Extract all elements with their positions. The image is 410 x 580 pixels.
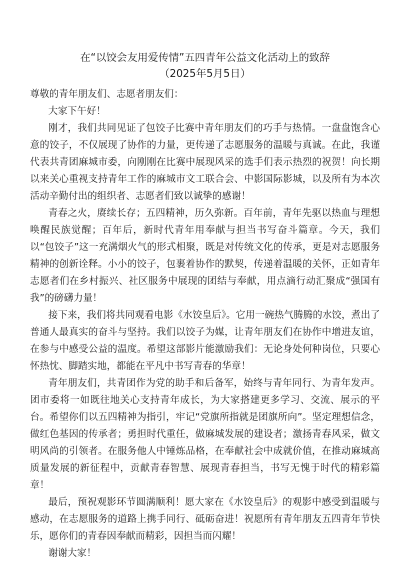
document-date: （2025年5月5日） [159, 68, 251, 80]
paragraph-congratulations: 刚才，我们共同见证了包饺子比赛中青年朋友们的巧手与热情。一盘盘饱含心意的饺子，不仅展现了协作的力量，更传递了志愿服务的温暖与真诚。在此，我谨代表共青团麻城市委，向刚刚在比赛中展现风采的选手们表示热烈的祝贺！向长期以来关心重视支持青年工作的麻城市文工联合会、中影国际影城，以及所有为本次活动辛勤付出的组织者、志愿者们致以诚挚的感谢！ [30, 123, 380, 202]
closing-thanks: 谢谢大家！ [48, 548, 97, 559]
paragraph-youth-league: 青年朋友们，共青团作为党的助手和后备军，始终与青年同行、为青年发声。团市委将一如既往地关心支持青年成长，为大家搭建更多学习、交流、展示的平台。希望你们以五四精神为指引，牢记“党旗所指就是团旗所向”。坚定理想信念，做红色基因的传承者；勇担时代重任，做麻城发展的建设者；激扬青春风采，做文明风尚的引领者。在服务他人中锤炼品格，在奉献社会中成就价值，在推动麻城高质量发展的新征程中，贡献青春智慧、展现青春担当，书写无愧于时代的精彩篇章！ [30, 378, 380, 491]
salutation: 尊敬的青年朋友们、志愿者朋友们： [30, 89, 184, 100]
document-title: 在“以饺会友用爱传情”五四青年公益文化活动上的致辞 [80, 52, 330, 64]
paragraph-movie: 接下来，我们将共同观看电影《水饺皇后》。它用一碗热气腾腾的水饺，煮出了普通人最真实的奋斗与坚持。我们以饺子为媒，让青年朋友们在协作中增进友谊，在参与中感受公益的温度。希望这部影片能激励我们：无论身处何种岗位，只要心怀热忱、脚踏实地，都能在平凡中书写青春的华章！ [30, 310, 380, 372]
paragraph-may-fourth-spirit: 青春之火，赓续长存；五四精神，历久弥新。百年前，青年先驱以热血与理想唤醒民族觉醒；百年后，新时代青年用奉献与担当书写奋斗篇章。今天，我们以“包饺子”这一充满烟火气的形式相聚，既是对传统文化的传承，更是对志愿服务精神的创新诠释。小小的饺子，包裹着协作的默契，传递着温暖的关怀，正如青年志愿者们在乡村振兴、社区服务中展现的团结与奉献，用点滴行动汇聚成“强国有我”的磅礴力量！ [30, 208, 380, 304]
paragraph-final-wishes: 最后，预祝观影环节圆满顺利！愿大家在《水饺皇后》的观影中感受到温暖与感动，在志愿服务的道路上携手同行、砥砺奋进！祝愿所有青年朋友五四青年节快乐，愿你们的青春因奉献而精彩，因担当而闪耀！ [30, 497, 380, 542]
greeting: 大家下午好！ [48, 106, 106, 117]
